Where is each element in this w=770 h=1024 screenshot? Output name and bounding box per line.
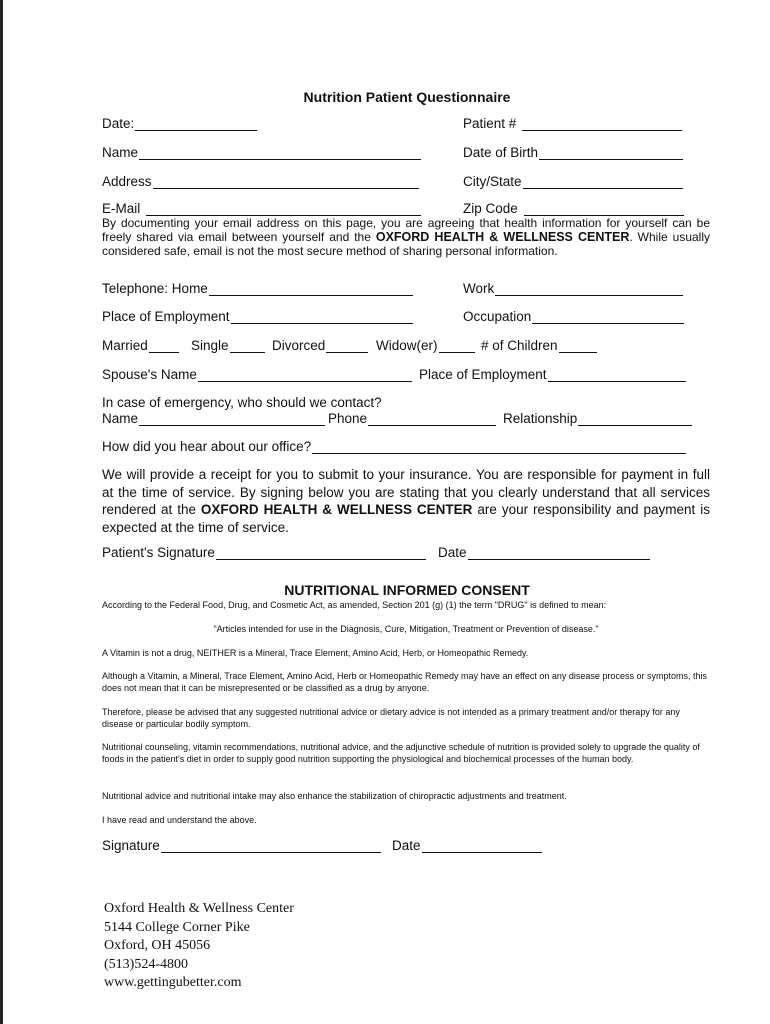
consent-date-field [392, 838, 542, 853]
footer-phone: (513)524-4800 [104, 956, 188, 972]
consent-date-label: Date [392, 838, 421, 853]
occupation-label: Occupation [463, 309, 532, 324]
row-telephone-work [102, 281, 712, 301]
city-state-field [463, 174, 683, 189]
widow-label: Widow(er) [376, 338, 438, 353]
emergency-phone-input-line[interactable] [368, 411, 496, 426]
email-note-org: OXFORD HEALTH & WELLNESS CENTER [375, 230, 630, 244]
patient-number-label: Patient # [463, 116, 517, 131]
zip-input-line[interactable] [524, 201, 684, 216]
footer-org-name: Oxford Health & Wellness Center [104, 901, 294, 916]
married-field [102, 338, 179, 353]
married-input-line[interactable] [149, 338, 179, 353]
row-address-city [102, 174, 712, 194]
consent-signature-input-line[interactable] [161, 838, 381, 853]
address-input-line[interactable] [153, 174, 419, 189]
date-label: Date: [102, 116, 135, 131]
telephone-home-input-line[interactable] [209, 281, 413, 296]
email-consent-note [102, 216, 710, 258]
divorced-input-line[interactable] [326, 338, 368, 353]
row-consent-signature [102, 838, 712, 858]
emergency-phone-label: Phone [328, 411, 368, 426]
email-note-text: By documenting your email address on this page, you are agreeing that health information for yourself can be freely shared via email between yourself and the [102, 216, 710, 244]
address-label: Address [102, 174, 152, 189]
signature-date-input-line[interactable] [468, 545, 650, 560]
emergency-name-label: Name [102, 411, 139, 426]
name-label: Name [102, 145, 139, 160]
spouse-employment-label: Place of Employment [419, 367, 547, 382]
single-input-line[interactable] [230, 338, 265, 353]
consent-paragraph-1: According to the Federal Food, Drug, and Cosmetic Act, as amended, Section 201 (g) (1) the term "DRUG" is defined to mean: [102, 600, 607, 610]
consent-date-input-line[interactable] [422, 838, 542, 853]
emergency-question: In case of emergency, who should we contact? [102, 395, 382, 410]
row-employment-occupation [102, 309, 712, 329]
email-label: E-Mail [102, 201, 141, 216]
zip-label: Zip Code [463, 201, 518, 216]
divorced-field [272, 338, 368, 353]
date-field [102, 116, 257, 131]
consent-paragraph-6: Nutritional advice and nutritional intake may also enhance the stabilization of chiropractic adjustments and treatment. [102, 791, 567, 801]
work-phone-input-line[interactable] [495, 281, 683, 296]
emergency-relationship-input-line[interactable] [578, 411, 692, 426]
consent-paragraph-4: Therefore, please be advised that any suggested nutritional advice or dietary advice is not intended as a primary treatment and/or therapy for any disease or particular bodily symptom. [102, 707, 680, 729]
patient-number-input-line[interactable] [522, 116, 682, 131]
footer-city: Oxford, OH 45056 [104, 938, 211, 953]
scan-edge [0, 0, 3, 1024]
consent-paragraph-2: A Vitamin is not a drug, NEITHER is a Mineral, Trace Element, Amino Acid, Herb, or Homeopathic Remedy. [102, 648, 529, 658]
form-title: Nutrition Patient Questionnaire [303, 89, 511, 105]
emergency-phone-field [328, 411, 496, 426]
footer-address-block [104, 900, 294, 993]
consent-paragraph-7: I have read and understand the above. [102, 815, 257, 825]
dob-input-line[interactable] [539, 145, 683, 160]
hear-about-input-line[interactable] [312, 439, 686, 454]
row-patient-signature [102, 545, 712, 565]
payment-note-org: OXFORD HEALTH & WELLNESS CENTER [200, 502, 473, 517]
hear-about-label: How did you hear about our office? [102, 439, 312, 454]
row-spouse [102, 367, 712, 387]
consent-paragraph-3: Although a Vitamin, a Mineral, Trace Element, Amino Acid, Herb or Homeopathic Remedy may have an effect on any disease process or symptoms, this does not mean that it can be misrepresented or be classified as a drug by anyone. [102, 671, 707, 693]
widow-input-line[interactable] [439, 338, 475, 353]
payment-responsibility-note [102, 466, 710, 536]
spouse-name-field [102, 367, 412, 382]
name-field [102, 145, 421, 160]
city-state-label: City/State [463, 174, 522, 189]
spouse-name-input-line[interactable] [198, 367, 412, 382]
row-hear-about [102, 439, 712, 459]
occupation-field [463, 309, 684, 324]
patient-signature-field [102, 545, 426, 560]
signature-date-field [438, 545, 650, 560]
consent-signature-field [102, 838, 381, 853]
row-date-patient [102, 116, 712, 136]
patient-signature-label: Patient's Signature [102, 545, 215, 560]
footer-website: www.gettingubetter.com [104, 975, 242, 990]
row-marital-status [102, 338, 712, 358]
employment-label: Place of Employment [102, 309, 230, 324]
widow-field [376, 338, 475, 353]
consent-quote: "Articles intended for use in the Diagnosis, Cure, Mitigation, Treatment or Prevention of disease." [213, 624, 599, 634]
payment-note-text-end: are your responsibility and payment is expected at the time of service. [102, 502, 710, 535]
children-label: # of Children [481, 338, 558, 353]
payment-note-text: We will provide a receipt for you to submit to your insurance. You are responsible for payment in full at the time of service. By signing below you are stating that you clearly understand that all services rendered at the [102, 467, 710, 517]
spouse-name-label: Spouse's Name [102, 367, 197, 382]
consent-paragraph-5: Nutritional counseling, vitamin recommendations, nutritional advice, and the adjunctive schedule of nutrition is provided solely to upgrade the quality of foods in the patient's diet in order to supply good nutrition supporting the physiological and biochemical processes of the human body. [102, 742, 700, 764]
footer-street: 5144 College Corner Pike [104, 919, 250, 935]
children-field [481, 338, 597, 353]
emergency-name-field [102, 411, 325, 426]
single-field [191, 338, 265, 353]
patient-signature-input-line[interactable] [216, 545, 426, 560]
address-field [102, 174, 419, 189]
married-label: Married [102, 338, 148, 353]
name-input-line[interactable] [139, 145, 421, 160]
emergency-name-input-line[interactable] [139, 411, 325, 426]
occupation-input-line[interactable] [532, 309, 684, 324]
divorced-label: Divorced [272, 338, 326, 353]
work-phone-field [463, 281, 683, 296]
telephone-home-field [102, 281, 413, 296]
spouse-employment-field [419, 367, 686, 382]
email-input-line[interactable] [146, 201, 421, 216]
patient-number-field [463, 116, 682, 131]
telephone-home-label: Telephone: Home [102, 281, 208, 296]
consent-signature-label: Signature [102, 838, 160, 853]
email-field [102, 201, 421, 216]
date-input-line[interactable] [135, 116, 257, 131]
emergency-relationship-label: Relationship [503, 411, 578, 426]
employment-input-line[interactable] [231, 309, 413, 324]
row-name-dob [102, 145, 712, 165]
children-input-line[interactable] [559, 338, 597, 353]
signature-date-label: Date [438, 545, 467, 560]
dob-field [463, 145, 683, 160]
emergency-relationship-field [503, 411, 692, 426]
email-note-text-end: . While usually considered safe, email is not the most secure method of sharing personal information. [102, 230, 710, 258]
row-emergency-contact [102, 411, 712, 431]
consent-title: NUTRITIONAL INFORMED CONSENT [284, 582, 530, 598]
city-state-input-line[interactable] [523, 174, 683, 189]
employment-field [102, 309, 413, 324]
dob-label: Date of Birth [463, 145, 539, 160]
single-label: Single [191, 338, 229, 353]
hear-about-field [102, 439, 686, 454]
spouse-employment-input-line[interactable] [548, 367, 686, 382]
work-phone-label: Work [463, 281, 495, 296]
zip-field [463, 201, 684, 216]
